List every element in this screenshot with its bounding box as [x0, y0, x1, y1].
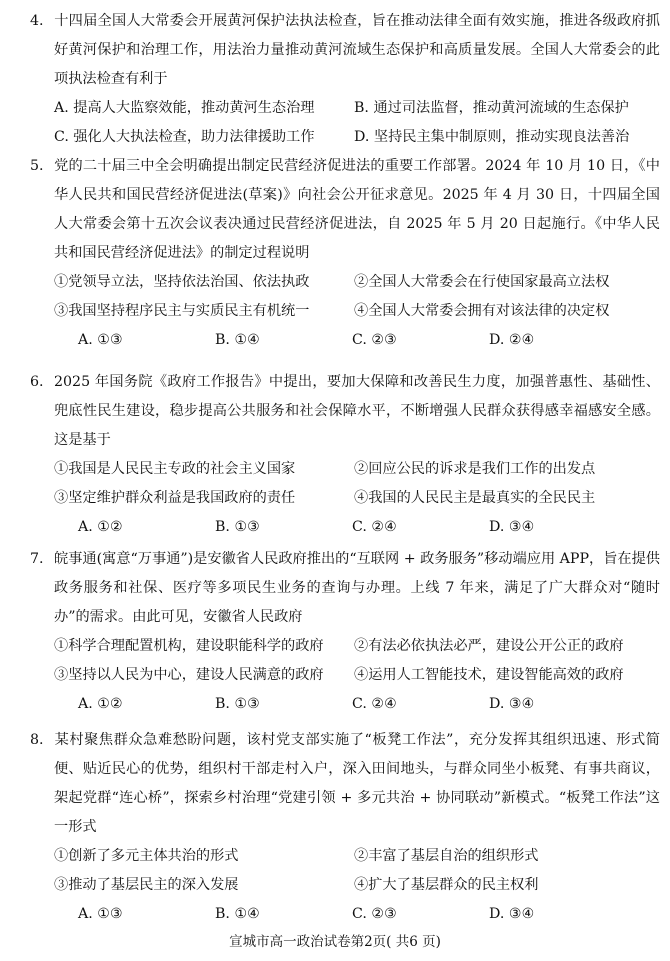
option-a: A. ①② [78, 519, 123, 535]
statement-1: ①我国是人民民主专政的社会主义国家 [54, 461, 296, 477]
option-row [30, 900, 660, 929]
option-row [30, 690, 660, 719]
option-b: B. ①③ [215, 519, 260, 535]
stem-text: 十四届全国人大常委会开展黄河保护法执法检查，旨在推动法律全面有效实施，推进各级政府抓好黄河保护和治理工作，用法治力量推动黄河流域生态保护和高质量发展。全国人大常委会的此项执法检查有利于 [54, 13, 660, 87]
statement-row [30, 484, 660, 513]
statement-2: ②丰富了基层自治的组织形式 [354, 848, 539, 864]
option-d: D. ③④ [489, 696, 535, 712]
option-c: C. ②③ [352, 332, 397, 348]
question-stem [30, 7, 660, 94]
option-b: B. ①④ [215, 332, 260, 348]
question-stem [30, 152, 660, 268]
question-5 [30, 152, 660, 355]
question-8 [30, 726, 660, 929]
option-b: B. ①③ [215, 696, 260, 712]
option-a: A. ①③ [78, 332, 123, 348]
statement-2: ②有法必依执法必严，建设公开公正的政府 [354, 638, 624, 654]
statement-1: ①科学合理配置机构，建设职能科学的政府 [54, 638, 324, 654]
statement-1: ①党领导立法，坚持依法治国、依法执政 [54, 274, 310, 290]
option-c: C. ②③ [352, 906, 397, 922]
statement-row [30, 455, 660, 484]
option-a: A. 提高人大监察效能，推动黄河生态治理 [54, 100, 315, 116]
option-d: D. ③④ [489, 906, 535, 922]
question-4 [30, 7, 660, 152]
statement-4: ④我国的人民民主是最真实的全民民主 [354, 490, 596, 506]
statement-3: ③我国坚持程序民主与实质民主有机统一 [54, 303, 310, 319]
option-d: D. ②④ [489, 332, 535, 348]
question-stem [30, 368, 660, 455]
option-d: D. 坚持民主集中制原则，推动实现良法善治 [354, 129, 630, 145]
option-row [30, 513, 660, 542]
question-number: 8. [30, 732, 44, 748]
question-number: 5. [30, 158, 44, 174]
option-row [30, 94, 660, 123]
option-d: D. ③④ [489, 519, 535, 535]
stem-text: 2025 年国务院《政府工作报告》中提出，要加大保障和改善民生力度，加强普惠性、基础性、兜底性民生建设，稳步提高公共服务和社会保障水平，不断增强人民群众获得感幸福感安全感。这是基于 [54, 374, 660, 448]
question-number: 6. [30, 374, 44, 390]
statement-3: ③坚持以人民为中心，建设人民满意的政府 [54, 667, 324, 683]
statement-row [30, 871, 660, 900]
question-number: 4. [30, 13, 44, 29]
statement-row [30, 297, 660, 326]
statement-4: ④扩大了基层群众的民主权利 [354, 877, 539, 893]
stem-text: 党的二十届三中全会明确提出制定民营经济促进法的重要工作部署。2024 年 10 月 10 日，《中华人民共和国民营经济促进法(草案)》向社会公开征求意见。2025 年 4 月 30 日，十四届全国人大常委会第十五次会议表决通过民营经济促进法，自 2025 年 5 月 20 日起施行。《中华人民共和国民营经济促进法》的制定过程说明 [54, 158, 660, 261]
question-stem [30, 726, 660, 842]
statement-row [30, 268, 660, 297]
option-a: A. ①③ [78, 906, 123, 922]
statement-row [30, 632, 660, 661]
option-b: B. 通过司法监督，推动黄河流域的生态保护 [354, 100, 629, 116]
question-stem [30, 545, 660, 632]
stem-text: 皖事通(寓意“万事通”)是安徽省人民政府推出的“互联网 + 政务服务”移动端应用 APP，旨在提供政务服务和社保、医疗等多项民生业务的查询与办理。上线 7 年来，满足了广大群众对“随时办”的需求。由此可见，安徽省人民政府 [54, 551, 660, 625]
statement-row [30, 661, 660, 690]
page-footer: 宣城市高一政治试卷第2页( 共6 页) [229, 934, 441, 950]
stem-text: 某村聚焦群众急难愁盼问题，该村党支部实施了“板凳工作法”，充分发挥其组织迅速、形式简便、贴近民心的优势，组织村干部走村入户，深入田间地头，与群众同坐小板凳、有事共商议，架起党群“连心桥”，探索乡村治理“党建引领 + 多元共治 + 协同联动”新模式。“板凳工作法”这一形式 [54, 732, 660, 835]
statement-4: ④运用人工智能技术，建设智能高效的政府 [354, 667, 624, 683]
option-c: C. ②④ [352, 696, 397, 712]
option-a: A. ①② [78, 696, 123, 712]
statement-2: ②回应公民的诉求是我们工作的出发点 [354, 461, 596, 477]
statement-4: ④全国人大常委会拥有对该法律的决定权 [354, 303, 610, 319]
question-7 [30, 545, 660, 719]
statement-3: ③坚定维护群众利益是我国政府的责任 [54, 490, 296, 506]
option-row [30, 326, 660, 355]
option-c: C. ②④ [352, 519, 397, 535]
question-number: 7. [30, 551, 44, 567]
option-c: C. 强化人大执法检查，助力法律援助工作 [54, 129, 315, 145]
option-row [30, 123, 660, 152]
statement-1: ①创新了多元主体共治的形式 [54, 848, 239, 864]
statement-2: ②全国人大常委会在行使国家最高立法权 [354, 274, 610, 290]
statement-row [30, 842, 660, 871]
statement-3: ③推动了基层民主的深入发展 [54, 877, 239, 893]
question-6 [30, 368, 660, 542]
option-b: B. ①④ [215, 906, 260, 922]
